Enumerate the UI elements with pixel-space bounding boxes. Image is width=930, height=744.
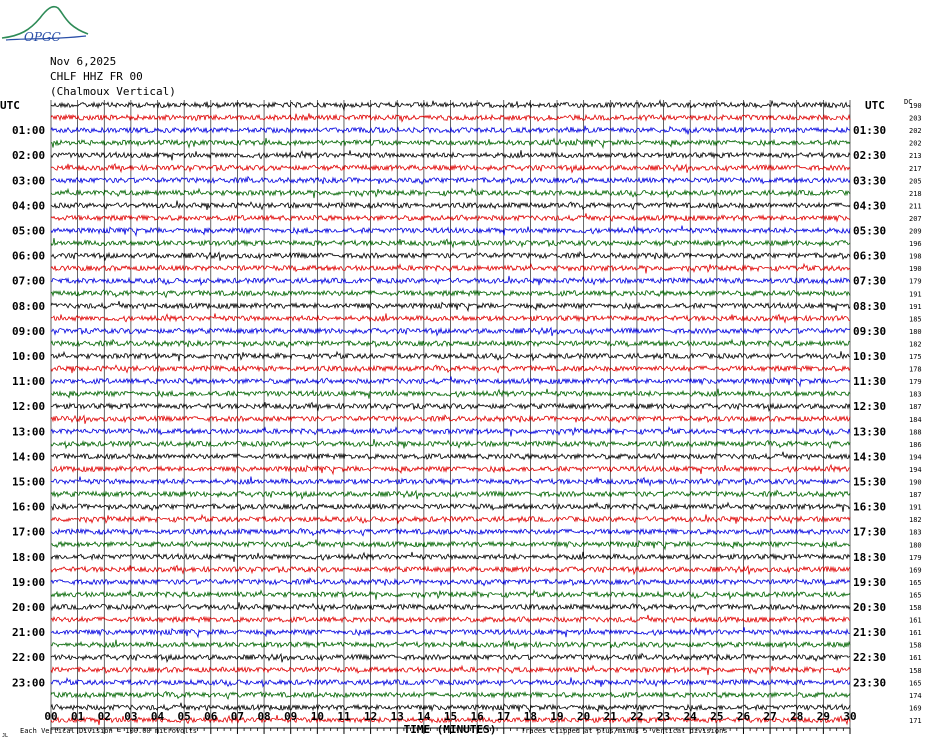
dc-offset-value: 211: [909, 202, 922, 211]
logo-text: OPGC: [24, 30, 61, 44]
dc-offset-value: 203: [909, 114, 922, 123]
right-hour-label: 18:30: [853, 550, 887, 564]
station-code: CHLF HHZ FR 00: [50, 70, 143, 83]
right-hour-label: 03:30: [853, 174, 887, 188]
dc-offset-value: 191: [909, 503, 922, 512]
dc-offset-value: 191: [909, 290, 922, 299]
right-hour-label: 02:30: [853, 149, 887, 163]
left-hour-label: 19:00: [12, 575, 46, 589]
right-hour-label: 11:30: [853, 375, 887, 389]
left-hour-label: 04:00: [12, 199, 46, 213]
dc-offset-value: 202: [909, 127, 922, 136]
footer-clip-note: Traces clipped at plus/minus 5 vertical divisions: [521, 727, 728, 735]
x-tick-label: 28: [790, 710, 804, 723]
dc-offset-value: 174: [909, 691, 922, 700]
dc-offset-value: 205: [909, 177, 922, 186]
left-hour-label: 20:00: [12, 601, 46, 614]
dc-offset-value: 165: [909, 679, 922, 688]
footer-scale-note: Each Vertical Division = 100.00 microvolts: [20, 727, 198, 735]
x-tick-label: 05: [177, 710, 191, 723]
dc-offset-value: 165: [909, 591, 922, 600]
dc-offset-value: 190: [909, 102, 922, 110]
left-hour-label: 12:00: [12, 400, 46, 414]
x-tick-label: 10: [310, 710, 324, 723]
x-tick-label: 04: [150, 710, 165, 723]
right-hour-label: 05:30: [853, 224, 887, 238]
corner-mark: JL: [2, 733, 9, 739]
dc-offset-value: 196: [909, 240, 922, 249]
x-tick-label: 25: [710, 710, 724, 723]
dc-offset-value: 186: [909, 440, 922, 449]
x-tick-label: 19: [550, 710, 564, 723]
left-hour-label: 06:00: [12, 249, 46, 263]
left-hour-label: 10:00: [12, 350, 46, 363]
right-hour-label: 23:30: [853, 676, 887, 690]
right-hour-label: 08:30: [853, 299, 887, 313]
dc-offset-value: 171: [909, 716, 922, 725]
x-tick-label: 11: [337, 710, 351, 723]
x-tick-label: 22: [630, 710, 644, 723]
dc-offset-value: 190: [909, 265, 922, 274]
left-hour-label: 01:00: [12, 124, 46, 138]
dc-offset-value: 187: [909, 491, 922, 500]
dc-offset-value: 179: [909, 378, 922, 387]
x-tick-label: 01: [71, 710, 85, 723]
left-hour-label: 13:00: [12, 425, 46, 439]
x-tick-label: 13: [390, 710, 404, 723]
x-tick-label: 18: [523, 710, 538, 723]
x-tick-label: 03: [124, 710, 138, 723]
x-tick-label: 07: [230, 710, 245, 723]
station-location: (Chalmoux Vertical): [50, 85, 176, 98]
dc-offset-value: 165: [909, 578, 922, 587]
x-tick-label: 06: [204, 710, 218, 723]
dc-offset-value: 161: [909, 616, 922, 625]
right-hour-label: 19:30: [853, 575, 887, 589]
x-tick-label: 24: [683, 710, 697, 723]
dc-offset-value: 183: [909, 390, 922, 399]
right-hour-label: 01:30: [853, 124, 887, 138]
right-hour-label: 06:30: [853, 249, 887, 263]
x-tick-label: 17: [497, 710, 511, 723]
dc-offset-value: 218: [909, 189, 922, 198]
left-hour-label: 15:00: [12, 475, 46, 489]
right-hour-label: 04:30: [853, 199, 887, 213]
dc-offset-value: 191: [909, 302, 922, 311]
x-tick-label: 08: [257, 710, 271, 723]
right-hour-label: 07:30: [853, 274, 887, 288]
x-tick-label: 21: [603, 710, 617, 723]
chart-date: Nov 6,2025: [50, 55, 117, 68]
dc-offset-value: 180: [909, 327, 922, 336]
left-hour-label: 22:00: [12, 651, 46, 665]
dc-offset-value: 158: [909, 604, 922, 612]
right-hour-label: 20:30: [853, 601, 887, 614]
right-utc-label: UTC: [865, 99, 885, 112]
left-hour-label: 23:00: [12, 676, 46, 690]
left-hour-label: 07:00: [12, 274, 46, 288]
left-hour-label: 18:00: [12, 550, 46, 564]
dc-offset-value: 194: [909, 453, 922, 462]
dc-offset-value: 190: [909, 478, 922, 487]
x-tick-label: 16: [470, 710, 484, 723]
dc-offset-value: 178: [909, 365, 922, 374]
dc-offset-value: 185: [909, 315, 922, 324]
left-hour-label: 02:00: [12, 149, 46, 163]
dc-offset-value: 161: [909, 629, 922, 638]
dc-offset-value: 187: [909, 403, 922, 412]
right-hour-label: 22:30: [853, 651, 887, 665]
dc-offset-value: 182: [909, 340, 922, 349]
dc-offset-value: 183: [909, 528, 922, 537]
left-utc-label: UTC: [0, 99, 20, 112]
dc-offset-value: 188: [909, 428, 922, 437]
x-tick-label: 27: [763, 710, 777, 723]
x-tick-label: 02: [97, 710, 111, 723]
x-tick-label: 00: [44, 710, 58, 723]
x-tick-label: 12: [363, 710, 378, 723]
dc-offset-value: 175: [909, 353, 922, 361]
left-hour-label: 03:00: [12, 174, 46, 188]
left-hour-label: 14:00: [12, 450, 46, 464]
right-hour-label: 09:30: [853, 324, 887, 338]
dc-offset-value: 182: [909, 516, 922, 525]
dc-column-label: DC: [904, 98, 913, 106]
left-hour-label: 08:00: [12, 299, 46, 313]
dc-offset-value: 161: [909, 654, 922, 663]
dc-offset-value: 202: [909, 139, 922, 148]
x-tick-label: 20: [577, 710, 591, 723]
x-tick-label: 09: [284, 710, 298, 723]
left-hour-label: 05:00: [12, 224, 46, 238]
dc-offset-value: 179: [909, 553, 922, 562]
dc-offset-value: 179: [909, 277, 922, 286]
left-hour-label: 09:00: [12, 324, 46, 338]
dc-offset-value: 213: [909, 152, 922, 161]
right-hour-label: 10:30: [853, 350, 887, 363]
dc-offset-value: 194: [909, 465, 922, 474]
right-hour-label: 21:30: [853, 626, 887, 640]
right-hour-label: 13:30: [853, 425, 887, 439]
left-hour-label: 17:00: [12, 525, 46, 539]
left-hour-label: 21:00: [12, 626, 46, 640]
x-tick-label: 23: [656, 710, 671, 723]
dc-offset-value: 180: [909, 541, 922, 550]
x-tick-label: 29: [816, 710, 830, 723]
right-hour-label: 16:30: [853, 500, 887, 514]
dc-offset-value: 209: [909, 227, 922, 236]
dc-offset-value: 207: [909, 214, 922, 223]
right-hour-label: 14:30: [853, 450, 887, 464]
right-hour-label: 12:30: [853, 400, 887, 414]
x-tick-label: 14: [417, 710, 431, 723]
dc-offset-value: 158: [909, 641, 922, 650]
dc-offset-value: 184: [909, 415, 922, 424]
x-tick-label: 15: [443, 710, 458, 723]
right-hour-label: 15:30: [853, 475, 887, 489]
x-axis-title: TIME (MINUTES): [403, 723, 497, 736]
dc-offset-value: 217: [909, 164, 922, 173]
dc-offset-value: 169: [909, 704, 922, 713]
dc-offset-value: 169: [909, 566, 922, 575]
x-tick-label: 26: [736, 710, 751, 723]
left-hour-label: 16:00: [12, 500, 46, 514]
right-hour-label: 17:30: [853, 525, 887, 539]
left-hour-label: 11:00: [12, 375, 46, 389]
x-tick-label: 30: [843, 710, 857, 723]
dc-offset-value: 158: [909, 666, 922, 675]
dc-offset-value: 198: [909, 252, 922, 261]
